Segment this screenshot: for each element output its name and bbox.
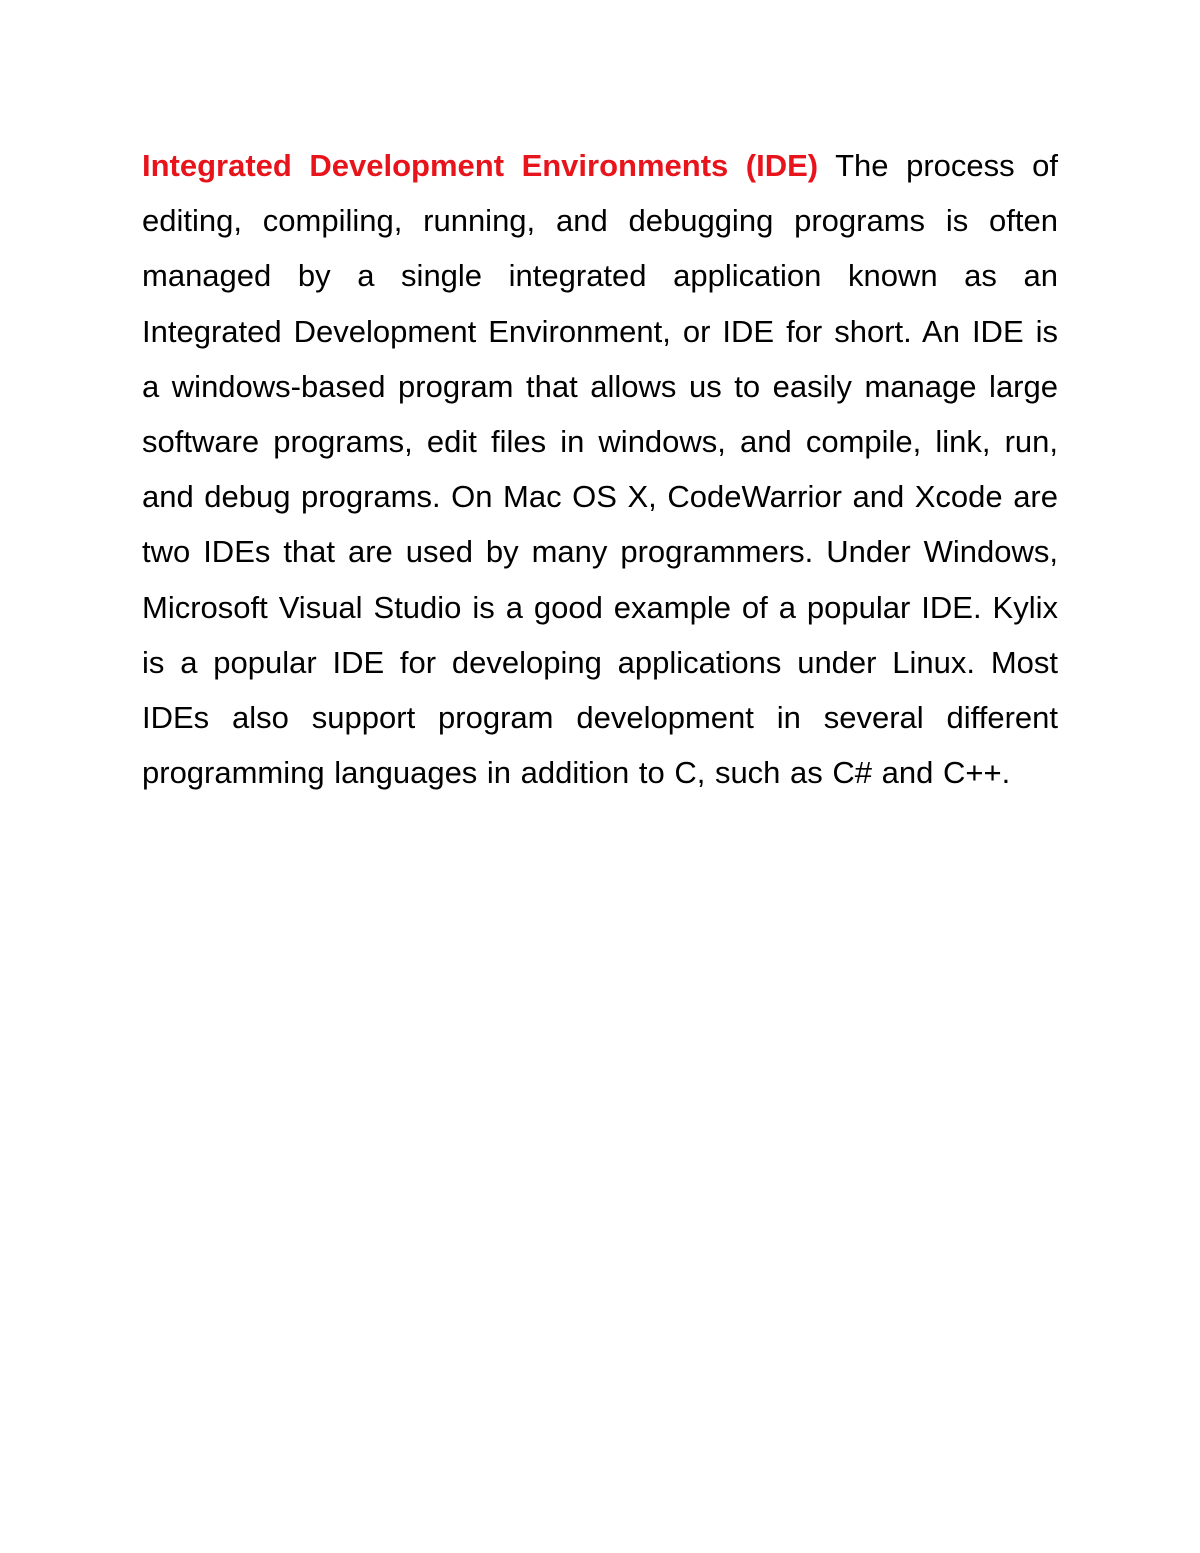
section-heading: Integrated Development Environments (IDE) (142, 148, 819, 183)
paragraph-text: The process of editing, compiling, running, and debugging programs is often managed by a single integrated application known as an Integrated Development Environment, or IDE for short. An IDE is a windows-based program that allows us to easily manage large software programs, edit files in windows, and compile, link, run, and debug programs. On Mac OS X, CodeWarrior and Xcode are two IDEs that are used by many programmers. Under Windows, Microsoft Visual Studio is a good example of a popular IDE. Kylix is a popular IDE for developing applications under Linux. Most IDEs also support program development in several different programming languages in addition to C, such as C# and C++. (142, 148, 1059, 791)
body-paragraph (142, 138, 1058, 800)
